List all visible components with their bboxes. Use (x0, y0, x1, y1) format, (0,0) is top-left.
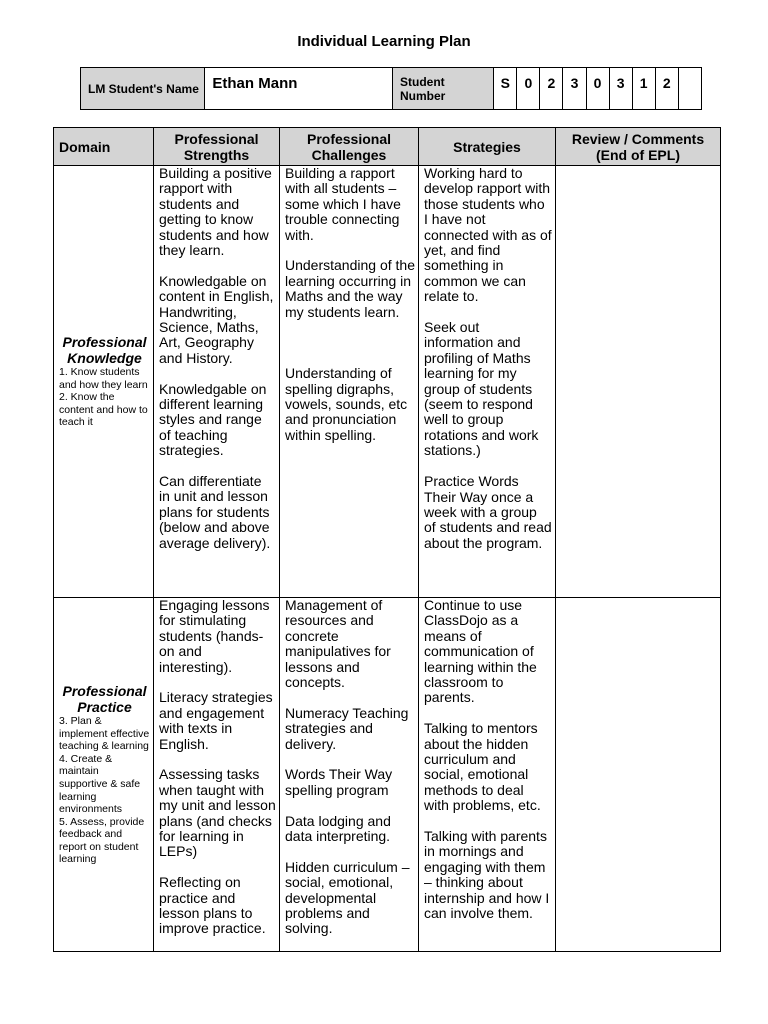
strength-item: Building a positive rapport with students and getting to know students and how they learn. (159, 165, 272, 259)
challenge-item: Understanding of spelling digraphs, vowels, sounds, etc and pronunciation within spelling. (285, 365, 408, 443)
strength-item: Assessing tasks when taught with my unit and lesson plans (and checks for learning in LEPs) (159, 766, 276, 860)
student-number-digit: 3 (563, 68, 586, 110)
strength-item: Can differentiate in unit and lesson plans for students (below and above average delivery). (159, 473, 271, 551)
student-number-digit (678, 68, 701, 110)
domain-item: 3. Plan & implement effective teaching & learning (59, 714, 150, 753)
review-cell (556, 166, 721, 598)
header-strategies: Strategies (419, 128, 556, 166)
challenges-cell (280, 598, 419, 952)
challenge-spacer (285, 335, 415, 350)
student-number-digit: 2 (540, 68, 563, 110)
student-number-digit: 0 (517, 68, 540, 110)
challenge-item: Hidden curriculum – social, emotional, developmental problems and solving. (285, 858, 410, 937)
header-review: Review / Comments (End of EPL) (556, 128, 721, 166)
student-number-digit: 1 (632, 68, 655, 110)
review-cell (556, 598, 721, 952)
strength-item: Engaging lessons for stimulating students (hands-on and interesting). (159, 597, 270, 675)
learning-plan-table (53, 127, 721, 952)
student-number-digit: S (494, 68, 517, 110)
strength-item: Literacy strategies and engagement with texts in English. (159, 689, 273, 752)
header-domain: Domain (54, 128, 154, 166)
challenge-item: Data lodging and data interpreting. (285, 812, 391, 845)
challenge-item: Management of resources and concrete manipulatives for lessons and concepts. (285, 597, 391, 691)
header-challenges: Professional Challenges (280, 128, 419, 166)
challenge-item: Understanding of the learning occurring in Maths and the way my students learn. (285, 257, 415, 320)
student-number-label: Student Number (392, 68, 493, 110)
header-strengths: Professional Strengths (154, 128, 280, 166)
challenge-item: Words Their Way spelling program (285, 766, 393, 798)
strength-item: Knowledgable on different learning styles and range of teaching strategies. (159, 380, 267, 459)
student-name-label: LM Student's Name (81, 68, 205, 110)
student-name: Ethan Mann (205, 68, 393, 110)
domain-item: 2. Know the content and how to teach it (59, 391, 148, 429)
strategy-item: Talking to mentors about the hidden curriculum and social, emotional methods to deal with problems, etc. (424, 720, 541, 814)
domain-title: Professional Knowledge (62, 334, 147, 367)
strengths-cell (154, 166, 280, 598)
domain-item: 1. Know students and how they learn (59, 366, 148, 391)
challenges-cell (280, 166, 419, 598)
strategy-item: Practice Words Their Way once a week with a group of students and read about the program. (424, 473, 552, 551)
student-number-digit: 0 (586, 68, 609, 110)
challenge-item: Numeracy Teaching strategies and delivery. (285, 704, 409, 752)
domain-cell (54, 166, 154, 598)
strategies-cell (419, 598, 556, 952)
domain-title: Professional Practice (62, 682, 147, 715)
table-row (54, 598, 721, 952)
document-title: Individual Learning Plan (297, 33, 471, 50)
challenge-item: Building a rapport with all students – some which I have trouble connecting with. (285, 165, 401, 243)
student-info-table (80, 67, 702, 110)
table-row (54, 166, 721, 598)
strength-item: Knowledgable on content in English, Handwriting, Science, Maths, Art, Geography and History. (159, 272, 274, 366)
strategy-item: Working hard to develop rapport with those students who I have not connected with as of yet, and find something in common we can relate to. (424, 165, 552, 305)
strategy-item: Continue to use ClassDojo as a means of communication of learning within the classroom to parents. (424, 597, 537, 706)
domain-cell (54, 598, 154, 952)
domain-item: 4. Create & maintain supportive & safe learning environments (59, 752, 141, 816)
strengths-cell (154, 598, 280, 952)
strategy-item: Seek out information and profiling of Maths learning for my group of students (seem to respond well to group rotations and work stations.) (424, 319, 539, 459)
strategies-cell (419, 166, 556, 598)
strategy-item: Talking with parents in mornings and engaging with them – thinking about internship and how I can involve them. (424, 828, 550, 922)
domain-item: 5. Assess, provide feedback and report on student learning (59, 815, 145, 866)
strength-item: Reflecting on practice and lesson plans to improve practice. (159, 874, 266, 937)
student-number-digit: 3 (609, 68, 632, 110)
student-number-digit: 2 (655, 68, 678, 110)
